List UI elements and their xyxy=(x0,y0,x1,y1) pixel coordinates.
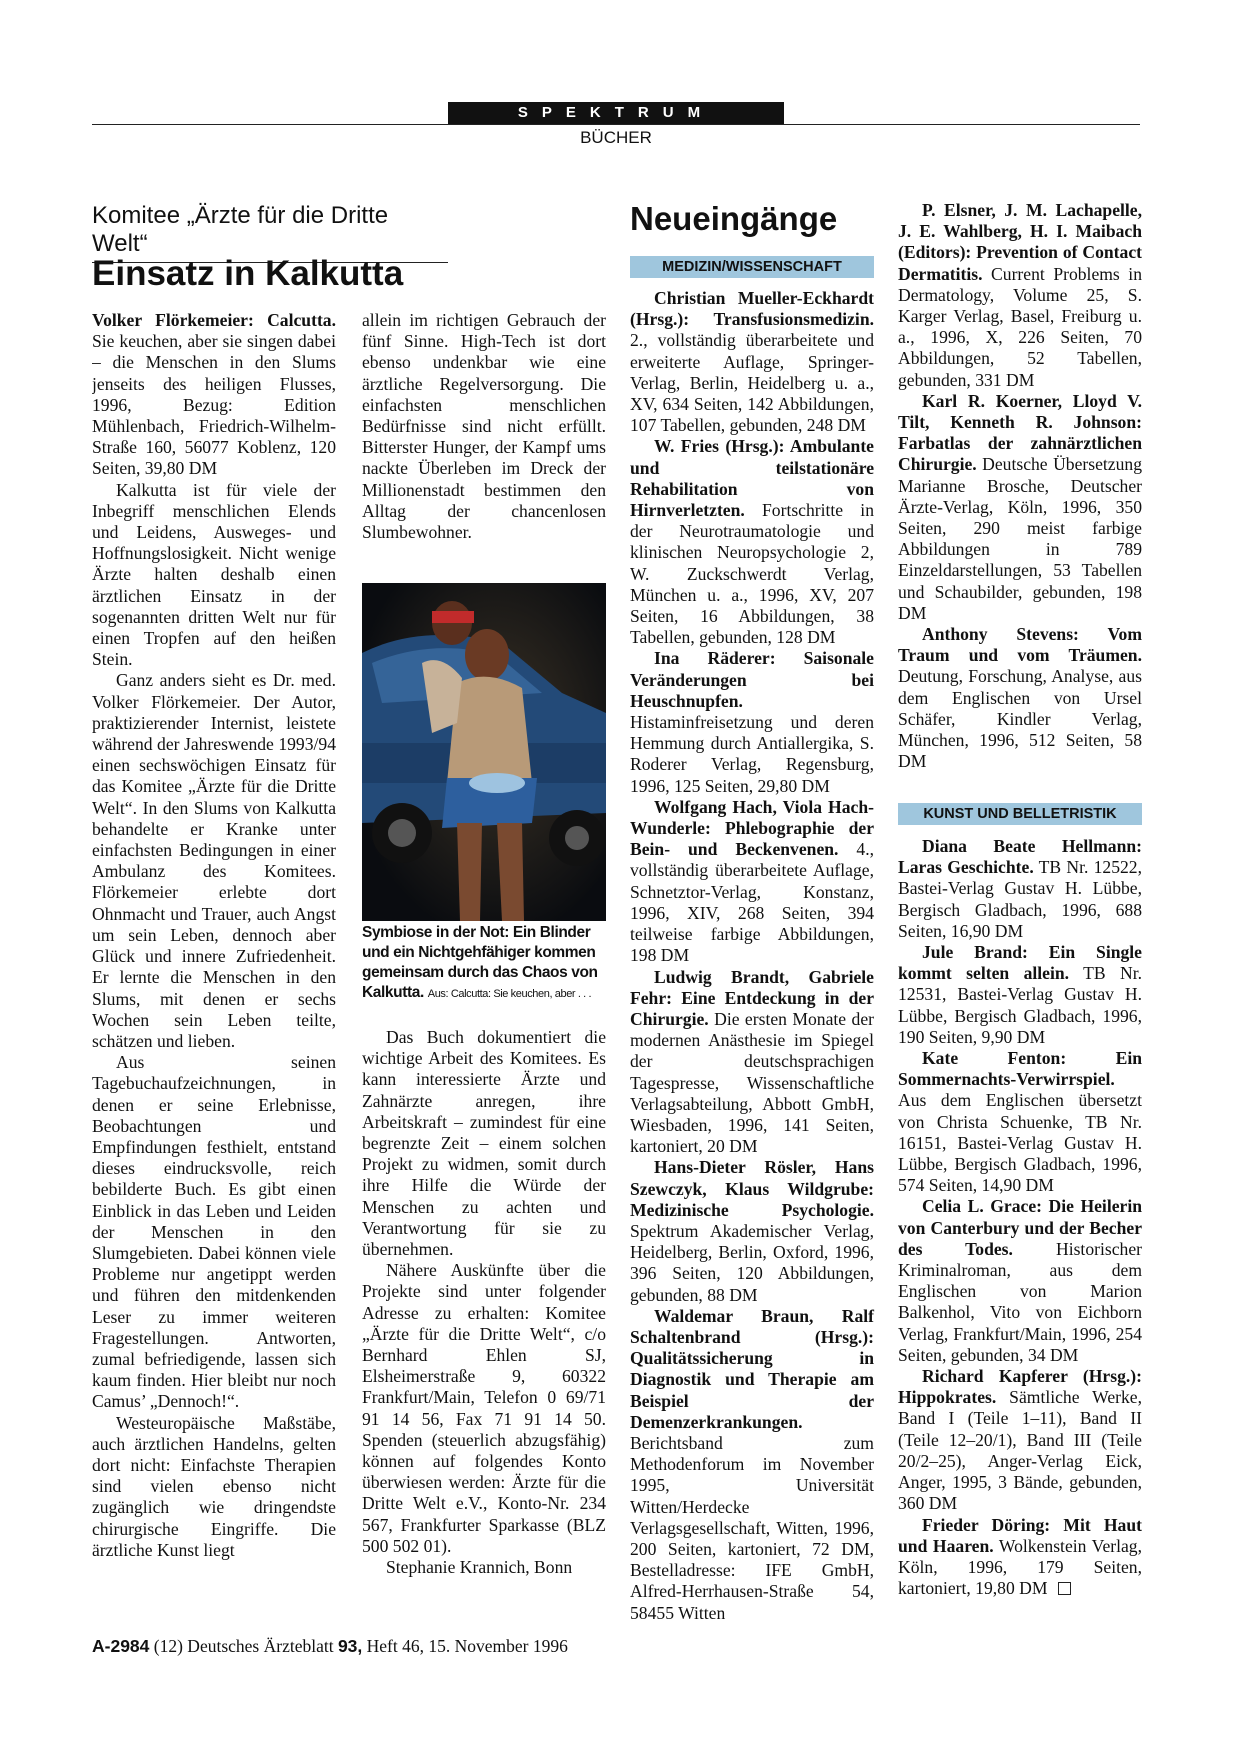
photo-source: Aus: Calcutta: Sie keuchen, aber . . . xyxy=(427,988,592,1000)
article-title: Einsatz in Kalkutta xyxy=(92,254,404,293)
paragraph: Volker Flörkemeier: Calcutta. Sie keuchen, aber sie singen dabei – die Menschen in den Slums jenseits des heiligen Flusses, 1996, Bezug: Edition Mühlenbach, Friedrich-Wilhelm-Straße 160, 56077 Koblenz, 120 Seiten, 39,80 DM xyxy=(92,310,336,479)
paragraph: allein im richtigen Gebrauch der fünf Sinne. High-Tech ist dort ebenso undenkbar wie eine ärztliche Regelversorgung. Die einfachsten menschlichen Bedürfnisse sind nicht erfüllt. Bitterster Hunger, der Kampf ums nackte Überleben im Dreck der Millionenstadt bestimmen den Alltag der chancenlosen Slumbewohner. xyxy=(362,310,606,543)
subsection-header: BÜCHER xyxy=(580,128,652,147)
neueingaenge-title: Neueingänge xyxy=(630,200,838,237)
book-entry: Hans-Dieter Rösler, Hans Szewczyk, Klaus Wildgrube: Medizinische Psychologie. Spektrum Akademischer Verlag, Heidelberg, Berlin, Oxford, 1996, 396 Seiten, 120 Abbildungen, gebunden, 88 DM xyxy=(630,1157,874,1305)
book-entry: Wolfgang Hach, Viola Hach-Wunderle: Phlebographie der Bein- und Beckenvenen. 4., vollständig überarbeitete Auflage, Schnetztor-Verlag, Konstanz, 1996, XIV, 268 Seiten, 394 teilweise farbige Abbildungen, 198 DM xyxy=(630,796,874,966)
book-entry: Ludwig Brandt, Gabriele Fehr: Eine Entdeckung in der Chirurgie. Die ersten Monate der modernen Anästhesie im Spiegel der deutschsprachigen Tagespresse, Wissenschaftliche Verlagsabteilung, Abbott GmbH, Wiesbaden, 1996, 141 Seiten, kartoniert, 20 DM xyxy=(630,966,874,1157)
page-footer: A-2984 (12) Deutsches Ärzteblatt 93, Heft 46, 15. November 1996 xyxy=(92,1636,568,1656)
section-band-kunst: KUNST UND BELLETRISTIK xyxy=(898,803,1142,825)
end-mark-icon xyxy=(1058,1582,1071,1595)
paragraph: Ganz anders sieht es Dr. med. Volker Flörkemeier. Der Autor, praktizierender Internist, leistete während der Jahreswende 1993/94 einen sechswöchigen Einsatz für das Komitee „Ärzte für die Dritte Welt“. In den Slums von Kalkutta behandelte er Kranke unter einfachsten Bedingungen in einer Ambulanz des Komitees. Flörkemeier erlebte dort Ohnmacht und Trauer, auch Angst um sein Leben, dennoch aber Glück und innere Zufriedenheit. Er lernte die Menschen in den Slums, mit denen er sechs Wochen sein Leben teilte, schätzen und lieben. xyxy=(92,670,336,1051)
book-entry: Jule Brand: Ein Single kommt selten allein. TB Nr. 12531, Bastei-Verlag Gustav H. Lübbe, Bergisch Gladbach, 1996, 190 Seiten, 9,90 DM xyxy=(898,942,1143,1047)
book-entry: Waldemar Braun, Ralf Schaltenbrand (Hrsg.): Qualitätssicherung in Diagnostik und Therapie am Beispiel der Demenzerkrankungen. Berichtsband zum Methodenforum im November 1995, Universität Witten/Herdecke Verlagsgesellschaft, Witten, 1996, 200 Seiten, kartoniert, 72 DM, Bestelladresse: IFE GmbH, Alfred-Herrhausen-Straße 54, 58455 Witten xyxy=(630,1305,874,1623)
page-number: A-2984 xyxy=(92,1636,150,1656)
book-entry: Christian Mueller-Eckhardt (Hrsg.): Transfusionsmedizin. 2., vollständig überarbeitete und erweiterte Auflage, Springer-Verlag, Berlin, Heidelberg u. a., XV, 634 Seiten, 142 Abbildungen, 107 Tabellen, gebunden, 248 DM xyxy=(630,288,874,436)
book-entry: Richard Kapferer (Hrsg.): Hippokrates. Sämtliche Werke, Band I (Teile 1–11), Band II (Teile 12–20/1), Band III (Teile 20/2–25), Anger-Verlag Eick, Anger, 1995, 3 Bände, gebunden, 360 DM xyxy=(898,1366,1142,1514)
book-entry: Anthony Stevens: Vom Traum und vom Träumen. Deutung, Forschung, Analyse, aus dem Englischen von Ursel Schäfer, Kindler Verlag, München, 1996, 512 Seiten, 58 DM xyxy=(898,624,1142,772)
book-entry: Karl R. Koerner, Lloyd V. Tilt, Kenneth R. Johnson: Farbatlas der zahnärztlichen Chirurgie. Deutsche Übersetzung Marianne Brosche, Deutscher Ärzte-Verlag, Köln, 1996, 350 Seiten, 290 meist farbige Abbildungen in 789 Einzeldarstellungen, 53 Tabellen und Schaubilder, gebunden, 198 DM xyxy=(898,390,1142,623)
book-entry: P. Elsner, J. M. Lachapelle, J. E. Wahlberg, H. I. Maibach (Editors): Prevention of Contact Dermatitis. Current Problems in Dermatology, Volume 25, S. Karger Verlag, Basel, Freiburg u. a., 1996, X, 226 Seiten, 70 Abbildungen, 52 Tabellen, gebunden, 331 DM xyxy=(898,200,1142,390)
paragraph: Westeuropäische Maßstäbe, auch ärztlichen Handelns, gelten dort nicht: Einfachste Therapien sind vielen ebenso nicht zugänglich wie dringendste chirurgische Eingriffe. Die ärztliche Kunst liegt xyxy=(92,1412,336,1560)
paragraph: Nähere Auskünfte über die Projekte sind unter folgender Adresse zu erhalten: Komitee „Ärzte für die Dritte Welt“, c/o Bernhard Ehlen SJ, Elsheimerstraße 9, 60322 Frankfurt/Main, Telefon 0 69/71 91 14 56, Fax 71 91 14 50. Spenden (steuerlich abzugsfähig) können auf folgendes Konto überwiesen werden: Ärzte für die Dritte Welt e.V., Konto-Nr. 234 567, Frankfurter Sparkasse (BLZ 500 502 01). xyxy=(362,1260,606,1556)
article-column-2-bottom xyxy=(362,1027,606,1578)
neueingaenge-column-2-bottom xyxy=(898,836,1142,1599)
photo-caption: Symbiose in der Not: Ein Blinder und ein Nichtgehfähiger kommen gemeinsam durch das Chaos von Kalkutta. Aus: Calcutta: Sie keuchen, aber . . . xyxy=(362,924,598,1001)
paragraph: Aus seinen Tagebuchaufzeichnungen, in denen er seine Erlebnisse, Beobachtungen und Empfindungen festhielt, entstand dieses eindrucksvolle, reich bebilderte Buch. Es gibt einen Einblick in das Leben und Leiden der Menschen in den Slumgebieten. Dabei können viele Probleme nur angetippt werden und führen den mitdenkenden Leser zu immer weiteren Fragestellungen. Antworten, zumal befriedigende, lassen sich kaum finden. Hier bleibt nur noch Camus’ „Dennoch!“. xyxy=(92,1052,336,1412)
section-header: SPEKTRUM xyxy=(448,102,784,124)
article-column-2-top xyxy=(362,310,606,543)
book-entry: W. Fries (Hrsg.): Ambulante und teilstationäre Rehabilitation von Hirnverletzten. Fortschritte in der Neurotraumatologie und klinischen Neuropsychologie 2, W. Zuckschwerdt Verlag, München u. a., 1996, XV, 207 Seiten, 16 Abbildungen, 38 Tabellen, gebunden, 128 DM xyxy=(630,436,874,648)
article-photo xyxy=(362,583,606,921)
book-entry: Diana Beate Hellmann: Laras Geschichte. TB Nr. 12522, Bastei-Verlag Gustav H. Lübbe, Bergisch Gladbach, 1996, 688 Seiten, 16,90 DM xyxy=(898,836,1142,941)
book-entry: Celia L. Grace: Die Heilerin von Canterbury und der Becher des Todes. Historischer Kriminalroman, aus dem Englischen von Marion Balkenhol, Vito von Eichborn Verlag, Frankfurt/Main, 1996, 254 Seiten, gebunden, 34 DM xyxy=(898,1196,1142,1365)
article-kicker: Komitee „Ärzte für die Dritte Welt“ xyxy=(92,202,448,263)
article-column-1 xyxy=(92,310,336,1610)
header-rule xyxy=(92,124,1140,125)
author-line: Stephanie Krannich, Bonn xyxy=(386,1557,573,1578)
paragraph: Kalkutta ist für viele der Inbegriff menschlichen Elends und Leidens, Ausweges- und Hoffnungslosigkeit. Nicht wenige Ärzte halten deshalb einen ärztlichen Einsatz in der sogenannten dritten Welt nur für einen Tropfen auf den heißen Stein. xyxy=(92,479,336,670)
neueingaenge-column-1 xyxy=(630,288,874,1624)
paragraph: Das Buch dokumentiert die wichtige Arbeit des Komitees. Es kann interessierte Ärzte und Zahnärzte anregen, ihre Arbeitskraft – zumindest für eine begrenzte Zeit – einem solchen Projekt zu widmen, somit durch ihre Hilfe die Würde der Menschen zu achten und Verantwortung für sie zu übernehmen. xyxy=(362,1027,606,1260)
book-entry: Kate Fenton: Ein Sommernachts-Verwirrspiel. Aus dem Englischen übersetzt von Christa Schuenke, TB Nr. 16151, Bastei-Verlag Gustav H. Lübbe, Bergisch Gladbach, 1996, 574 Seiten, 14,90 DM xyxy=(898,1048,1142,1196)
neueingaenge-column-2-top xyxy=(898,200,1142,772)
book-entry: Frieder Döring: Mit Haut und Haaren. Wolkenstein Verlag, Köln, 1996, 179 Seiten, kartoniert, 19,80 DM xyxy=(898,1514,1142,1599)
section-band-medizin: MEDIZIN/WISSENSCHAFT xyxy=(630,256,874,278)
book-entry: Ina Räderer: Saisonale Veränderungen bei Heuschnupfen. Histaminfreisetzung und deren Hemmung durch Antiallergika, S. Roderer Verlag, Regensburg, 1996, 125 Seiten, 29,80 DM xyxy=(630,648,874,796)
